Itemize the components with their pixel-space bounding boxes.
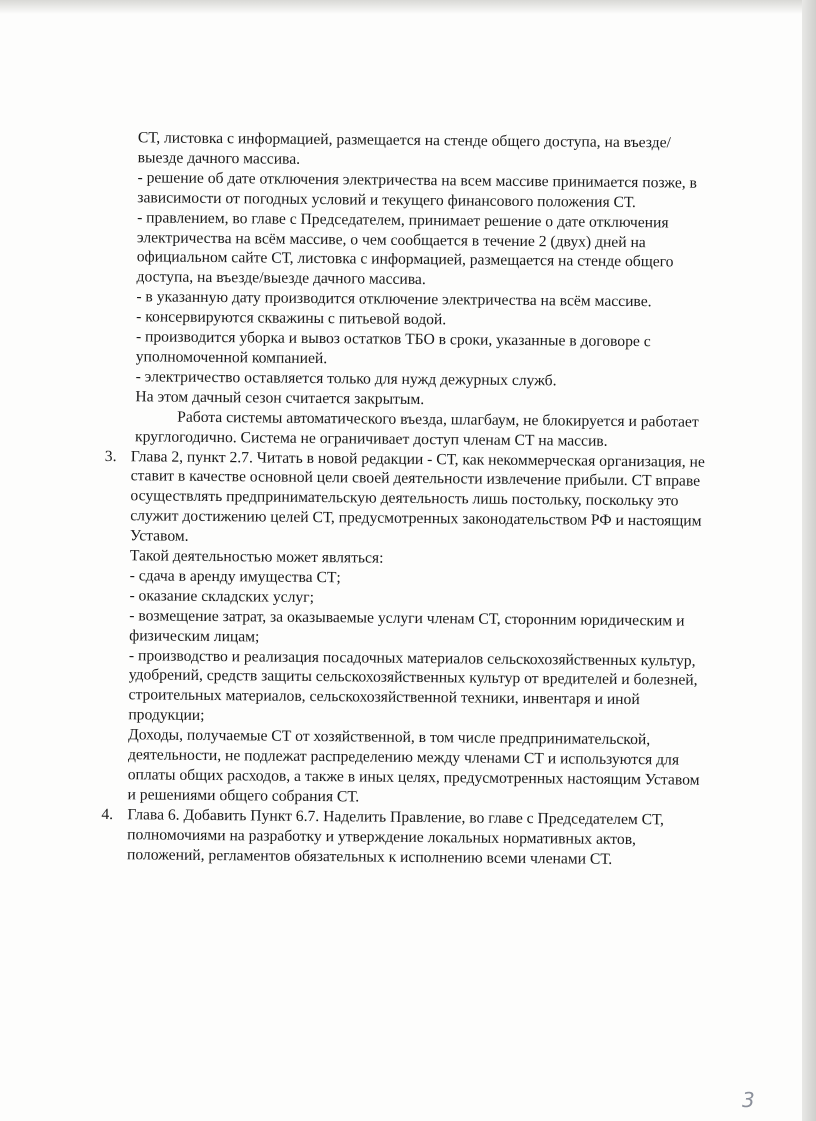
scan-right-edge xyxy=(802,0,816,1121)
intro-line: - правлением, во главе с Председателем, принимает решение о дате отключения электричества на всём массиве, о чем сообщается в течение 2 (двух) дней на официальном сайте СТ, листовка с информацией, размещается на стенде общего доступа, на въезде/выезде дачного массива. xyxy=(136,208,674,289)
intro-line: - производится уборка и вывоз остатков ТБО в сроки, указанные в договоре с уполномоченной компанией. xyxy=(135,328,651,368)
item-line: Глава 2, пункт 2.7. Читать в новой редакции - СТ, как некоммерческая организация, не ставит в качестве основной цели своей деятельности извлечение прибыли. СТ вправе осуществлять предпринимательскую деятельность лишь постольку, поскольку это служит достижению целей СТ, предусмотренных законодательством РФ и настоящим Уставом. xyxy=(130,447,705,545)
intro-block xyxy=(105,128,716,452)
list-number: 3. xyxy=(104,447,117,465)
list-item-4 xyxy=(101,805,710,871)
item-line: Доходы, получаемые СТ от хозяйственной, в том числе предпринимательской, деятельности, не подлежат распределению между членами СТ и используются для оплаты общих расходов, а также в иных целях, предусмотренных настоящим Уставом и решениями общего собрания СТ. xyxy=(127,726,700,806)
item-line: - возмещение затрат, за оказываемые услуги членам СТ, сторонним юридическим и физическим лицам; xyxy=(129,606,685,646)
intro-line: - в указанную дату производится отключение электричества на всём массиве. xyxy=(136,288,652,311)
scan-top-edge xyxy=(0,0,816,14)
item-line: Такой деятельностью может являться: xyxy=(129,547,384,567)
item-line: - оказание складских услуг; xyxy=(129,587,315,606)
page-number: 3 xyxy=(742,1088,755,1112)
intro-line: - решение об дате отключения электричества на всем массиве принимается позже, в зависимости от погодных условий и текущего финансового положения СТ. xyxy=(137,169,698,211)
document-body xyxy=(101,128,716,870)
item-line: Глава 6. Добавить Пункт 6.7. Наделить Правление, во главе с Председателем СТ, полномочиями на разработку и утверждение локальных нормативных актов, положений, регламентов обязательных к исполнению всеми членами СТ. xyxy=(126,806,665,868)
barrier-paragraph: Работа системы автоматического въезда, шлагбаум, не блокируется и работает круглогодично. Система не ограничивает доступ членам СТ на массив. xyxy=(134,408,699,450)
list-number: 4. xyxy=(101,805,114,823)
list-item-3 xyxy=(102,446,713,810)
item-line: - производство и реализация посадочных материалов сельскохозяйственных культур, удобрений, средств защиты сельскохозяйственных культур от вредителей и болезней, строительных материалов, сельскохозяйственной техники, инвентаря и иной продукции; xyxy=(128,646,698,725)
intro-line: - консервируются скважины с питьевой водой. xyxy=(136,308,447,329)
intro-line: На этом дачный сезон считается закрытым. xyxy=(135,388,425,408)
intro-line: - электричество оставляется только для нужд дежурных служб. xyxy=(135,368,557,390)
list-item-body xyxy=(127,805,710,870)
item-line: - сдача в аренду имущества СТ; xyxy=(129,567,341,587)
intro-line: СТ, листовка с информацией, размещается на стенде общего доступа, на въезде/выезде дачного массива. xyxy=(137,129,671,168)
list-item-body xyxy=(128,447,713,811)
